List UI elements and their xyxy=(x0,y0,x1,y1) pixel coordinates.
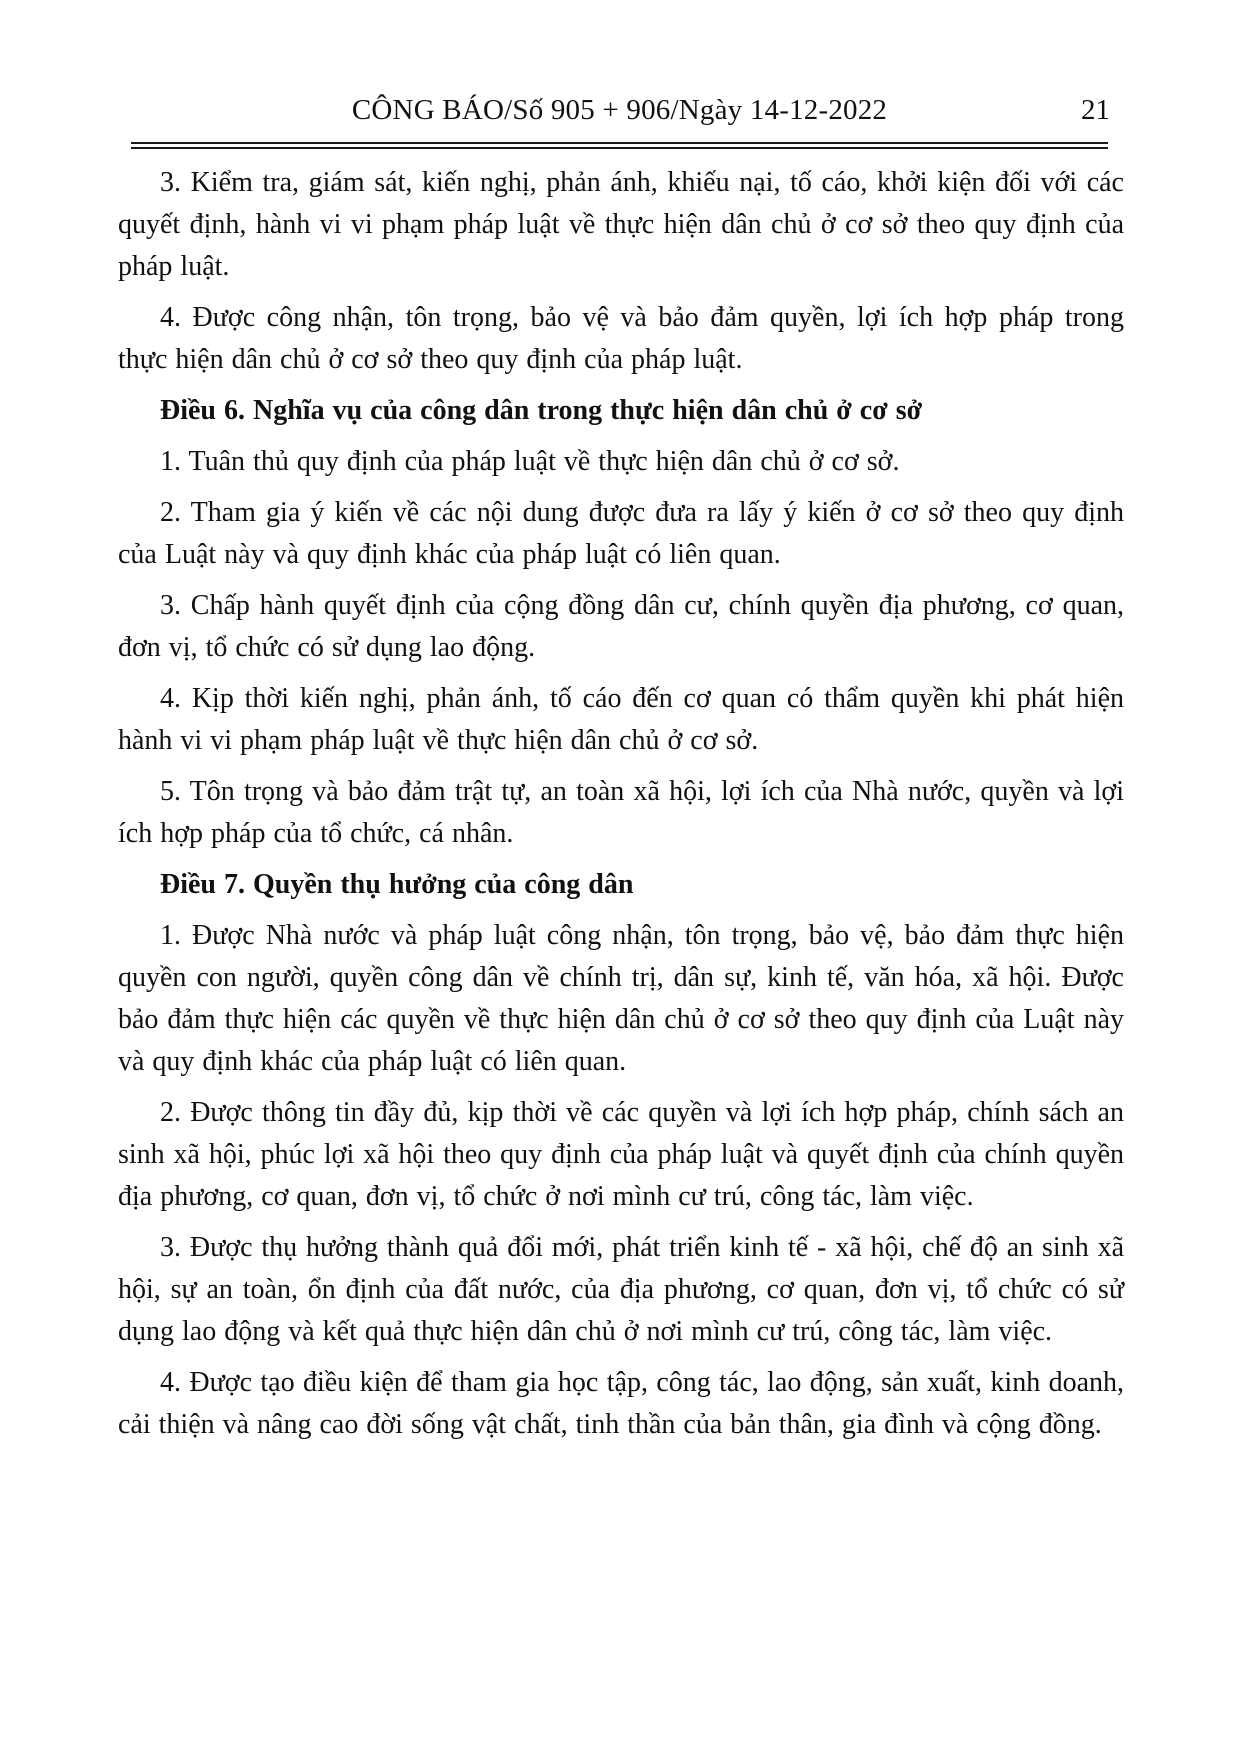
body-paragraph: 4. Kịp thời kiến nghị, phản ánh, tố cáo đến cơ quan có thẩm quyền khi phát hiện hành vi vi phạm pháp luật về thực hiện dân chủ ở cơ sở. xyxy=(118,683,1124,756)
body-paragraph: 3. Kiểm tra, giám sát, kiến nghị, phản ánh, khiếu nại, tố cáo, khởi kiện đối với các quyết định, hành vi vi phạm pháp luật về thực hiện dân chủ ở cơ sở theo quy định của pháp luật. xyxy=(118,167,1124,282)
gazette-header-title: CÔNG BÁO/Số 905 + 906/Ngày 14-12-2022 xyxy=(351,94,888,126)
body-paragraph: 5. Tôn trọng và bảo đảm trật tự, an toàn xã hội, lợi ích của Nhà nước, quyền và lợi ích hợp pháp của tổ chức, cá nhân. xyxy=(118,776,1124,849)
page-number: 21 xyxy=(1081,94,1110,126)
body-paragraph: 4. Được công nhận, tôn trọng, bảo vệ và bảo đảm quyền, lợi ích hợp pháp trong thực hiện dân chủ ở cơ sở theo quy định của pháp luật. xyxy=(118,302,1124,375)
body-paragraph: 2. Được thông tin đầy đủ, kịp thời về các quyền và lợi ích hợp pháp, chính sách an sinh xã hội, phúc lợi xã hội theo quy định của pháp luật và quyết định của chính quyền địa phương, cơ quan, đơn vị, tổ chức ở nơi mình cư trú, công tác, làm việc. xyxy=(118,1097,1124,1212)
header-double-rule xyxy=(131,142,1108,149)
body-paragraph: 2. Tham gia ý kiến về các nội dung được đưa ra lấy ý kiến ở cơ sở theo quy định của Luật này và quy định khác của pháp luật có liên quan. xyxy=(118,497,1124,570)
body-paragraph: 4. Được tạo điều kiện để tham gia học tập, công tác, lao động, sản xuất, kinh doanh, cải thiện và nâng cao đời sống vật chất, tinh thần của bản thân, gia đình và cộng đồng. xyxy=(118,1367,1124,1440)
article-heading: Điều 6. Nghĩa vụ của công dân trong thực hiện dân chủ ở cơ sở xyxy=(160,395,923,426)
body-paragraph: 3. Được thụ hưởng thành quả đổi mới, phát triển kinh tế - xã hội, chế độ an sinh xã hội, sự an toàn, ổn định của đất nước, của địa phương, cơ quan, đơn vị, tổ chức có sử dụng lao động và kết quả thực hiện dân chủ ở nơi mình cư trú, công tác, làm việc. xyxy=(118,1232,1124,1347)
document-body xyxy=(118,162,1124,1455)
article-heading: Điều 7. Quyền thụ hưởng của công dân xyxy=(160,869,634,900)
body-paragraph: 1. Tuân thủ quy định của pháp luật về thực hiện dân chủ ở cơ sở. xyxy=(160,446,900,477)
body-paragraph: 1. Được Nhà nước và pháp luật công nhận, tôn trọng, bảo vệ, bảo đảm thực hiện quyền con người, quyền công dân về chính trị, dân sự, kinh tế, văn hóa, xã hội. Được bảo đảm thực hiện các quyền về thực hiện dân chủ ở cơ sở theo quy định của Luật này và quy định khác của pháp luật có liên quan. xyxy=(118,920,1124,1077)
body-paragraph: 3. Chấp hành quyết định của cộng đồng dân cư, chính quyền địa phương, cơ quan, đơn vị, tổ chức có sử dụng lao động. xyxy=(118,590,1124,663)
